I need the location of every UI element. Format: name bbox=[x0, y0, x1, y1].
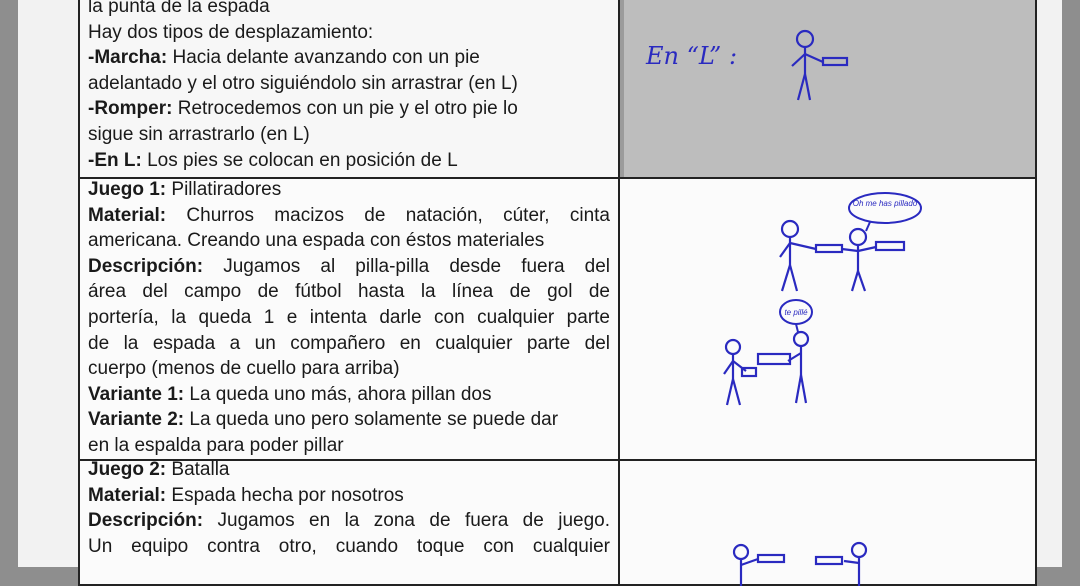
table-row bbox=[80, 177, 1035, 461]
juego2-material: Material: Espada hecha por nosotros bbox=[88, 484, 404, 506]
juego1-material: Material: Churros macizos de natación, cúter, cinta bbox=[88, 204, 610, 226]
juego1-variante-2-line-2: en la espalda para poder pillar bbox=[88, 435, 344, 456]
stick-figure-icon bbox=[816, 543, 866, 586]
drawing-cell bbox=[620, 179, 1035, 461]
juego1-description-5: cuerpo (menos de cuello para arriba) bbox=[88, 358, 400, 380]
stick-figure-icon bbox=[724, 340, 756, 405]
drawing-cell bbox=[620, 461, 1035, 586]
en-l-sketch bbox=[620, 0, 1035, 177]
drawing-cell bbox=[620, 0, 1035, 177]
row1-line: -Romper: Retrocedemos con un pie y el otro pie lo bbox=[88, 98, 518, 120]
juego1-title: Juego 1: Pillatiradores bbox=[88, 179, 282, 200]
row1-line: -En L: Los pies se colocan en posición de L bbox=[88, 149, 458, 171]
juego2-description: Descripción: Jugamos en la zona de fuera de juego. bbox=[88, 510, 610, 532]
activity-table bbox=[78, 0, 1037, 586]
stick-figure-icon bbox=[758, 332, 808, 403]
row1-line: sigue sin arrastrarlo (en L) bbox=[88, 124, 310, 145]
sketch-note: En “L” : bbox=[646, 42, 738, 70]
text-cell bbox=[80, 179, 620, 461]
text-cell bbox=[80, 0, 620, 177]
stick-figure-icon bbox=[792, 31, 847, 100]
row1-line: la punta de la espada bbox=[88, 0, 270, 17]
paper-sheet bbox=[18, 0, 1062, 567]
pillatiradores-sketch bbox=[620, 179, 1035, 461]
juego1-material-2: americana. Creando una espada con éstos materiales bbox=[88, 230, 545, 252]
speech-bubble-text: Oh me has pillado bbox=[852, 199, 918, 208]
stick-figure-icon bbox=[780, 221, 842, 291]
juego1-variante-2: Variante 2: La queda uno pero solamente se puede dar bbox=[88, 409, 559, 431]
row1-line: adelantado y el otro siguiéndolo sin arrastrar (en L) bbox=[88, 72, 518, 94]
batalla-sketch bbox=[620, 461, 1035, 586]
stick-figure-icon bbox=[734, 545, 784, 586]
row1-line: Hay dos tipos de desplazamiento: bbox=[88, 21, 374, 43]
juego1-description-3: portería, la queda 1 e intenta darle con cualquier parte bbox=[88, 307, 610, 328]
juego1-variante-1: Variante 1: La queda uno más, ahora pillan dos bbox=[88, 383, 492, 405]
speech-bubble-text: te pillé bbox=[784, 308, 808, 317]
juego1-description-4: de la espada a un compañero en cualquier parte del bbox=[88, 332, 610, 354]
juego1-description: Descripción: Jugamos al pilla-pilla desde fuera del bbox=[88, 255, 610, 277]
text-cell bbox=[80, 461, 620, 586]
juego2-description-2: Un equipo contra otro, cuando toque con cualquier bbox=[88, 535, 610, 557]
row1-line: -Marcha: Hacia delante avanzando con un pie bbox=[88, 47, 480, 69]
juego2-title: Juego 2: Batalla bbox=[88, 459, 230, 480]
juego1-description-2: área del campo de fútbol hasta la línea de gol de bbox=[88, 281, 610, 303]
stick-figure-icon bbox=[842, 229, 904, 291]
table-row bbox=[80, 0, 1035, 177]
